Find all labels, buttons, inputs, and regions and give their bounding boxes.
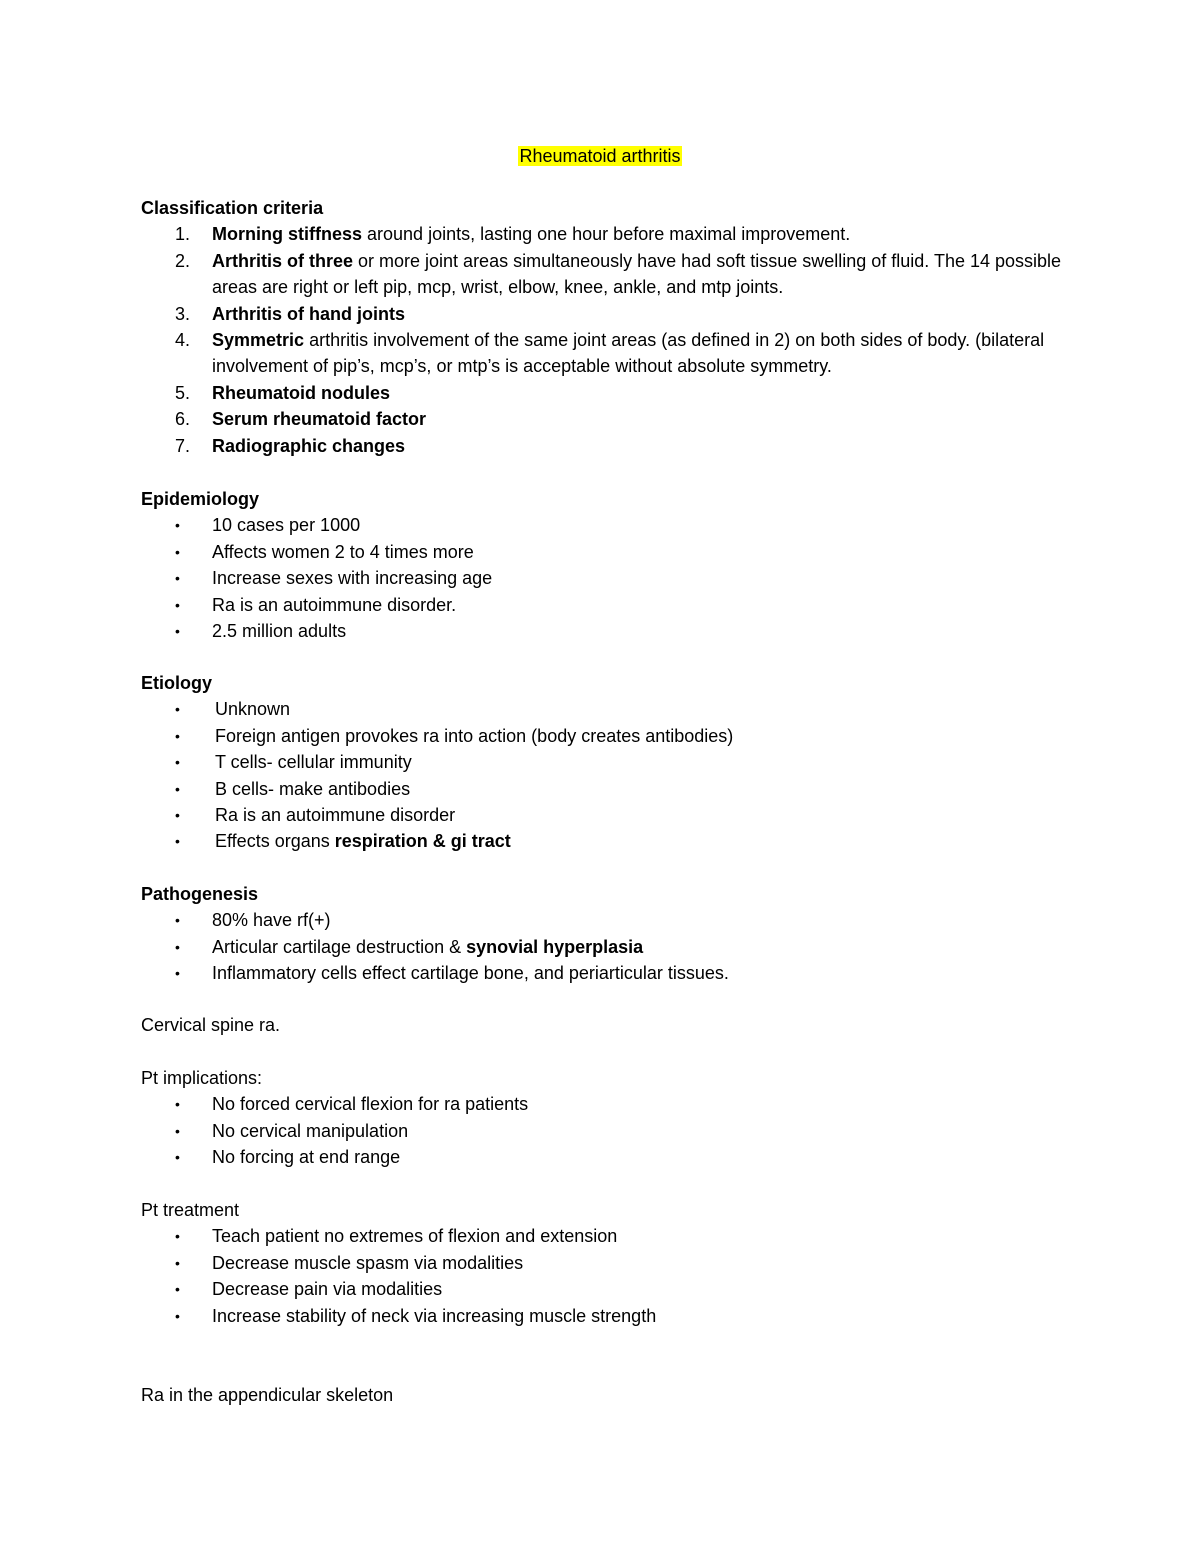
list-item-text: No cervical manipulation bbox=[212, 1120, 409, 1141]
criteria-number: 5. bbox=[175, 382, 191, 403]
list-item-text: Ra is an autoimmune disorder bbox=[215, 805, 456, 826]
bullet-icon: • bbox=[175, 1307, 180, 1324]
list-item-text: Unknown bbox=[215, 699, 291, 720]
bullet-icon: • bbox=[175, 912, 180, 929]
list-item bbox=[141, 934, 1061, 960]
epidemiology-section bbox=[141, 486, 1061, 644]
list-item bbox=[141, 696, 1061, 722]
bullet-icon: • bbox=[175, 701, 180, 718]
list-item-text: Teach patient no extremes of flexion and extension bbox=[212, 1226, 618, 1247]
pt-treatment-heading: Pt treatment bbox=[141, 1200, 240, 1220]
list-item-text: No forced cervical flexion for ra patients bbox=[212, 1094, 529, 1115]
bullet-icon: • bbox=[175, 1149, 180, 1166]
bullet-icon: • bbox=[175, 965, 180, 982]
etiology-heading: Etiology bbox=[141, 673, 212, 693]
list-item bbox=[141, 1303, 1061, 1329]
cervical-section bbox=[141, 1012, 1061, 1038]
list-item bbox=[141, 776, 1061, 802]
list-item bbox=[141, 907, 1061, 933]
bullet-icon: • bbox=[175, 754, 180, 771]
criteria-bold-text: Morning stiffness bbox=[212, 224, 363, 245]
list-item-text: Affects women 2 to 4 times more bbox=[212, 541, 474, 562]
list-item bbox=[141, 1091, 1061, 1117]
pathogenesis-heading: Pathogenesis bbox=[141, 884, 259, 904]
list-item bbox=[141, 723, 1061, 749]
list-item-text: Increase sexes with increasing age bbox=[212, 568, 493, 589]
list-item bbox=[141, 960, 1061, 986]
list-item-text: Decrease muscle spasm via modalities bbox=[212, 1252, 524, 1273]
list-item-text: Inflammatory cells effect cartilage bone, and periarticular tissues. bbox=[212, 963, 729, 984]
pathogenesis-section bbox=[141, 881, 1061, 987]
criteria-text: arthritis involvement of the same joint areas (as defined in 2) on both sides of body. (bilateral involvement of pip’s, mcp’s, or mtp’s is acceptable without absolute symmetry. bbox=[212, 330, 1045, 377]
cervical-heading: Cervical spine ra. bbox=[141, 1015, 281, 1035]
bullet-icon: • bbox=[175, 938, 180, 955]
criteria-text: or more joint areas simultaneously have had soft tissue swelling of fluid. The 14 possible areas are right or left pip, mcp, wrist, elbow, knee, ankle, and mtp joints. bbox=[212, 250, 1062, 298]
bullet-icon: • bbox=[175, 1096, 180, 1113]
list-item-bold-text: respiration & gi tract bbox=[334, 831, 511, 852]
list-item bbox=[141, 828, 1061, 854]
criteria-text: around joints, lasting one hour before maximal improvement. bbox=[362, 224, 851, 245]
appendicular-heading: Ra in the appendicular skeleton bbox=[141, 1385, 394, 1405]
list-item bbox=[141, 1276, 1061, 1302]
list-item bbox=[141, 1250, 1061, 1276]
appendicular-section bbox=[141, 1382, 1061, 1408]
list-item-text: 2.5 million adults bbox=[212, 621, 347, 642]
pt-treatment-section bbox=[141, 1197, 1061, 1329]
classification-section bbox=[141, 195, 1061, 459]
bullet-icon: • bbox=[175, 1281, 180, 1298]
list-item bbox=[141, 1118, 1061, 1144]
criteria-number: 7. bbox=[175, 435, 191, 456]
title-line bbox=[0, 143, 1200, 169]
pt-implications-heading: Pt implications: bbox=[141, 1068, 263, 1088]
epidemiology-heading: Epidemiology bbox=[141, 489, 260, 509]
list-item bbox=[141, 539, 1061, 565]
document-title: Rheumatoid arthritis bbox=[519, 146, 681, 166]
bullet-icon: • bbox=[175, 596, 180, 613]
criteria-number: 6. bbox=[175, 409, 191, 430]
criteria-bold-text: Serum rheumatoid factor bbox=[212, 409, 427, 430]
list-item-text: 80% have rf(+) bbox=[212, 910, 331, 931]
list-item-text: 10 cases per 1000 bbox=[212, 515, 361, 536]
criteria-item bbox=[141, 380, 1061, 406]
list-item bbox=[141, 565, 1061, 591]
list-item bbox=[141, 512, 1061, 538]
criteria-item bbox=[141, 221, 1061, 247]
list-item-text: Increase stability of neck via increasing muscle strength bbox=[212, 1305, 657, 1326]
bullet-icon: • bbox=[175, 1254, 180, 1271]
list-item-bold-text: synovial hyperplasia bbox=[466, 936, 644, 957]
bullet-icon: • bbox=[175, 1228, 180, 1245]
criteria-item bbox=[141, 327, 1061, 380]
bullet-icon: • bbox=[175, 623, 180, 640]
criteria-number: 3. bbox=[175, 303, 191, 324]
bullet-icon: • bbox=[175, 833, 180, 850]
criteria-item bbox=[141, 301, 1061, 327]
etiology-section bbox=[141, 670, 1061, 855]
bullet-icon: • bbox=[175, 807, 180, 824]
pt-implications-section bbox=[141, 1065, 1061, 1171]
list-item-text: B cells- make antibodies bbox=[215, 778, 411, 799]
bullet-icon: • bbox=[175, 1122, 180, 1139]
list-item bbox=[141, 592, 1061, 618]
list-item-text: Articular cartilage destruction & bbox=[212, 936, 467, 957]
list-item-text: T cells- cellular immunity bbox=[215, 752, 412, 773]
criteria-item bbox=[141, 433, 1061, 459]
list-item-text: No forcing at end range bbox=[212, 1147, 401, 1168]
criteria-bold-text: Arthritis of three bbox=[212, 250, 354, 271]
bullet-icon: • bbox=[175, 780, 180, 797]
list-item-text: Effects organs bbox=[215, 831, 335, 852]
criteria-bold-text: Symmetric bbox=[212, 330, 305, 351]
bullet-icon: • bbox=[175, 517, 180, 534]
bullet-icon: • bbox=[175, 543, 180, 560]
list-item bbox=[141, 1223, 1061, 1249]
classification-heading: Classification criteria bbox=[141, 198, 324, 218]
list-item bbox=[141, 1144, 1061, 1170]
list-item bbox=[141, 802, 1061, 828]
criteria-number: 4. bbox=[175, 330, 191, 351]
bullet-icon: • bbox=[175, 727, 180, 744]
criteria-number: 2. bbox=[175, 250, 191, 271]
criteria-bold-text: Radiographic changes bbox=[212, 435, 406, 456]
criteria-item bbox=[141, 406, 1061, 432]
bullet-icon: • bbox=[175, 570, 180, 587]
list-item bbox=[141, 618, 1061, 644]
criteria-bold-text: Arthritis of hand joints bbox=[212, 303, 405, 324]
criteria-number: 1. bbox=[175, 224, 191, 245]
list-item-text: Foreign antigen provokes ra into action (body creates antibodies) bbox=[215, 725, 734, 746]
list-item bbox=[141, 749, 1061, 775]
criteria-item bbox=[141, 248, 1061, 301]
list-item-text: Ra is an autoimmune disorder. bbox=[212, 594, 457, 615]
list-item-text: Decrease pain via modalities bbox=[212, 1279, 443, 1300]
criteria-bold-text: Rheumatoid nodules bbox=[212, 382, 391, 403]
